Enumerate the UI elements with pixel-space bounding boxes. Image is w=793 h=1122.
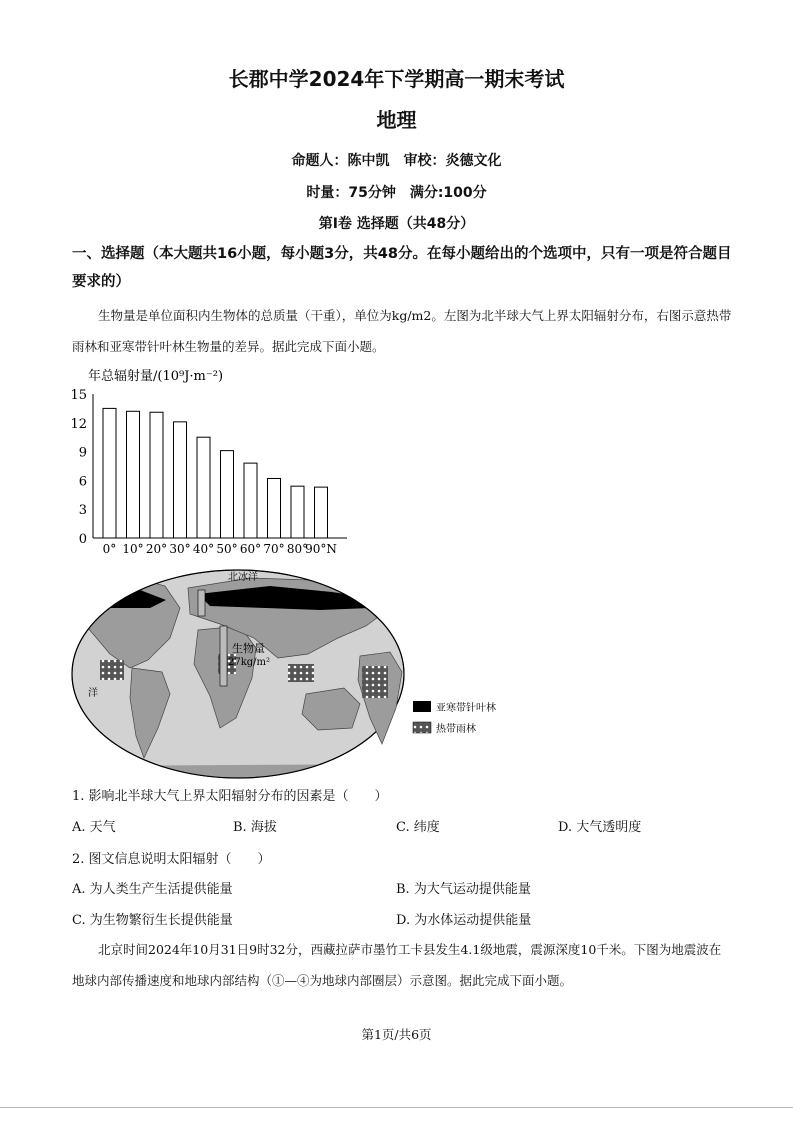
bar-0: [103, 408, 116, 538]
q2-option-c[interactable]: C. 为生物繁衍生长提供能量: [72, 913, 233, 928]
bar-7: [268, 478, 281, 538]
x-tick-label: 30°: [169, 542, 191, 556]
q2-option-a[interactable]: A. 为人类生产生活提供能量: [72, 882, 233, 897]
x-tick-label: 10°: [122, 542, 144, 556]
x-tick-label: 40°: [192, 542, 215, 556]
q2-option-b[interactable]: B. 为大气运动提供能量: [396, 882, 531, 897]
x-tick-label: 90°N: [305, 542, 337, 556]
q1-option-d[interactable]: D. 大气透明度: [558, 820, 642, 835]
question-2-stem: 2. 图文信息说明太阳辐射（ ）: [72, 852, 271, 867]
biomass-value: 27kg/m²: [228, 657, 271, 668]
biomass-world-map: [70, 568, 520, 780]
y-tick-label: 3: [78, 503, 87, 519]
y-tick-label: 15: [70, 388, 87, 403]
section-heading: 一、选择题（本大题共16小题，每小题3分，共48分。在每小题给出的个选项中，只有一项是符合题目要求的）: [72, 246, 732, 290]
bar-3: [174, 422, 187, 538]
y-tick-label: 0: [78, 532, 87, 547]
bar-1: [127, 411, 140, 538]
exam-title: 长郡中学2024年下学期高一期末考试: [228, 67, 565, 91]
bar-9: [315, 487, 328, 538]
legend-label-taiga: 亚寒带针叶林: [436, 703, 496, 714]
chart-ylabel: 年总辐射量/(10⁹J·m⁻²): [88, 369, 224, 384]
q1-option-c[interactable]: C. 纬度: [396, 820, 440, 835]
bar-5: [221, 451, 234, 538]
ocean-label-2: 洋: [88, 688, 98, 699]
legend-swatch-rainforest: [413, 722, 431, 733]
question-1-stem: 1. 影响北半球大气上界太阳辐射分布的因素是（ ）: [72, 789, 388, 804]
bar-8: [291, 486, 304, 538]
x-tick-label: 20°: [145, 542, 168, 556]
q1-option-a[interactable]: A. 天气: [72, 820, 116, 835]
page-number: 第1页/共6页: [361, 1027, 432, 1042]
passage-2: [72, 934, 732, 996]
legend-label-rainforest: 热带雨林: [436, 724, 476, 735]
taiga-biomass-column: [198, 590, 205, 616]
rainforest-biomass-column: [220, 626, 227, 686]
bar-4: [197, 437, 210, 538]
passage-1-text: 生物量是单位面积内生物体的总质量（干重），单位为kg/m2。左图为北半球大气上界太阳辐射分布，右图示意热带雨林和亚寒带针叶林生物量的差异。据此完成下面小题。: [72, 308, 732, 354]
time-score-line: 时量：75分钟 满分:100分: [306, 185, 487, 201]
volume-heading: 第Ⅰ卷 选择题（共48分）: [318, 216, 475, 232]
rainforest-amazon-east: [362, 666, 388, 698]
y-tick-label: 6: [78, 474, 87, 490]
solar-radiation-chart: [60, 362, 360, 557]
x-tick-label: 50°: [216, 542, 238, 556]
x-tick-label: 80°: [286, 542, 309, 556]
q2-option-d[interactable]: D. 为水体运动提供能量: [396, 913, 532, 928]
bar-2: [150, 412, 163, 538]
bottom-divider: [0, 1107, 793, 1108]
subject-title: 地理: [376, 108, 417, 132]
bar-6: [244, 463, 257, 538]
y-tick-label: 9: [78, 445, 87, 461]
rainforest-asia: [288, 664, 314, 682]
passage-1: [72, 300, 732, 362]
y-tick-label: 12: [70, 416, 87, 432]
ocean-label: 北冰洋: [228, 572, 258, 583]
legend-swatch-taiga: [413, 701, 431, 712]
x-tick-label: 0°: [102, 542, 117, 556]
x-tick-label: 70°: [263, 542, 285, 556]
q1-option-b[interactable]: B. 海拔: [233, 820, 277, 835]
rainforest-amazon: [100, 660, 124, 680]
passage-2-text: 北京时间2024年10月31日9时32分，西藏拉萨市墨竹工卡县发生4.1级地震，震源深度10千米。下图为地震波在地球内部传播速度和地球内部结构（①—④为地球内部圈层）示意图。据此完成下面小题。: [72, 942, 722, 988]
x-tick-label: 60°: [239, 542, 262, 556]
biomass-label: 生物量: [232, 642, 265, 655]
authors-line: 命题人：陈中凯 审校：炎德文化: [291, 153, 502, 169]
